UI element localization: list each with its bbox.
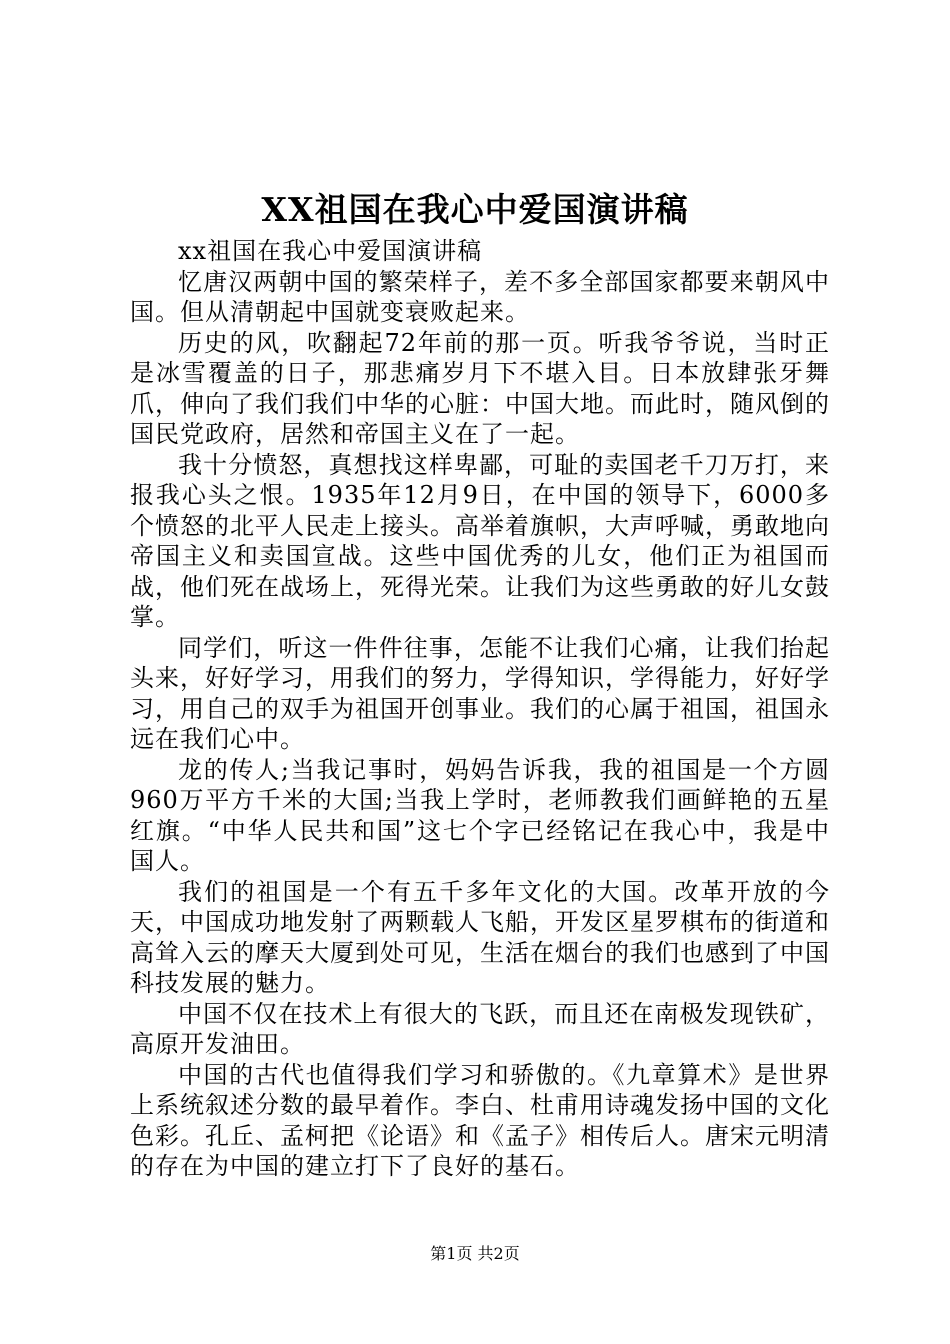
page-footer: 第1页 共2页	[430, 1244, 520, 1263]
paragraph: 忆唐汉两朝中国的繁荣样子，差不多全部国家都要来朝风中国。但从清朝起中国就变衰败起来。	[130, 267, 830, 326]
paragraph: 中国不仅在技术上有很大的飞跃，而且还在南极发现铁矿，高原开发油田。	[130, 999, 830, 1058]
paragraph: 同学们，听这一件件往事，怎能不让我们心痛，让我们抬起头来，好好学习，用我们的努力，学得知识，学得能力，好好学习，用自己的双手为祖国开创事业。我们的心属于祖国，祖国永远在我们心中。	[130, 633, 830, 753]
paragraph: 我十分愤怒，真想找这样卑鄙，可耻的卖国老千刀万打，来报我心头之恨。1935年12月9日，在中国的领导下，6000多个愤怒的北平人民走上接头。高举着旗帜，大声呼喊，勇敢地向帝国主义和卖国宣战。这些中国优秀的儿女，他们正为祖国而战，他们死在战场上，死得光荣。让我们为这些勇敢的好儿女鼓掌。	[130, 450, 830, 631]
paragraph: 中国的古代也值得我们学习和骄傲的。《九章算术》是世界上系统叙述分数的最早着作。李白、杜甫用诗魂发扬中国的文化色彩。孔丘、孟柯把《论语》和《孟子》相传后人。唐宋元明清的存在为中国的建立打下了良好的基石。	[130, 1060, 830, 1180]
paragraph: xx祖国在我心中爱国演讲稿	[178, 237, 483, 265]
document-title: XX祖国在我心中爱国演讲稿	[261, 190, 689, 229]
paragraph: 历史的风，吹翻起72年前的那一页。听我爷爷说，当时正是冰雪覆盖的日子，那悲痛岁月下不堪入目。日本放肆张牙舞爪，伸向了我们我们中华的心脏：中国大地。而此时，随风倒的国民党政府，居然和帝国主义在了一起。	[130, 328, 830, 448]
document-body	[130, 236, 830, 1182]
paragraph: 我们的祖国是一个有五千多年文化的大国。改革开放的今天，中国成功地发射了两颗载人飞船，开发区星罗棋布的街道和高耸入云的摩天大厦到处可见，生活在烟台的我们也感到了中国科技发展的魅力。	[130, 877, 830, 997]
paragraph: 龙的传人;当我记事时，妈妈告诉我，我的祖国是一个方圆960万平方千米的大国;当我上学时，老师教我们画鲜艳的五星红旗。“中华人民共和国”这七个字已经铭记在我心中，我是中国人。	[130, 755, 830, 875]
